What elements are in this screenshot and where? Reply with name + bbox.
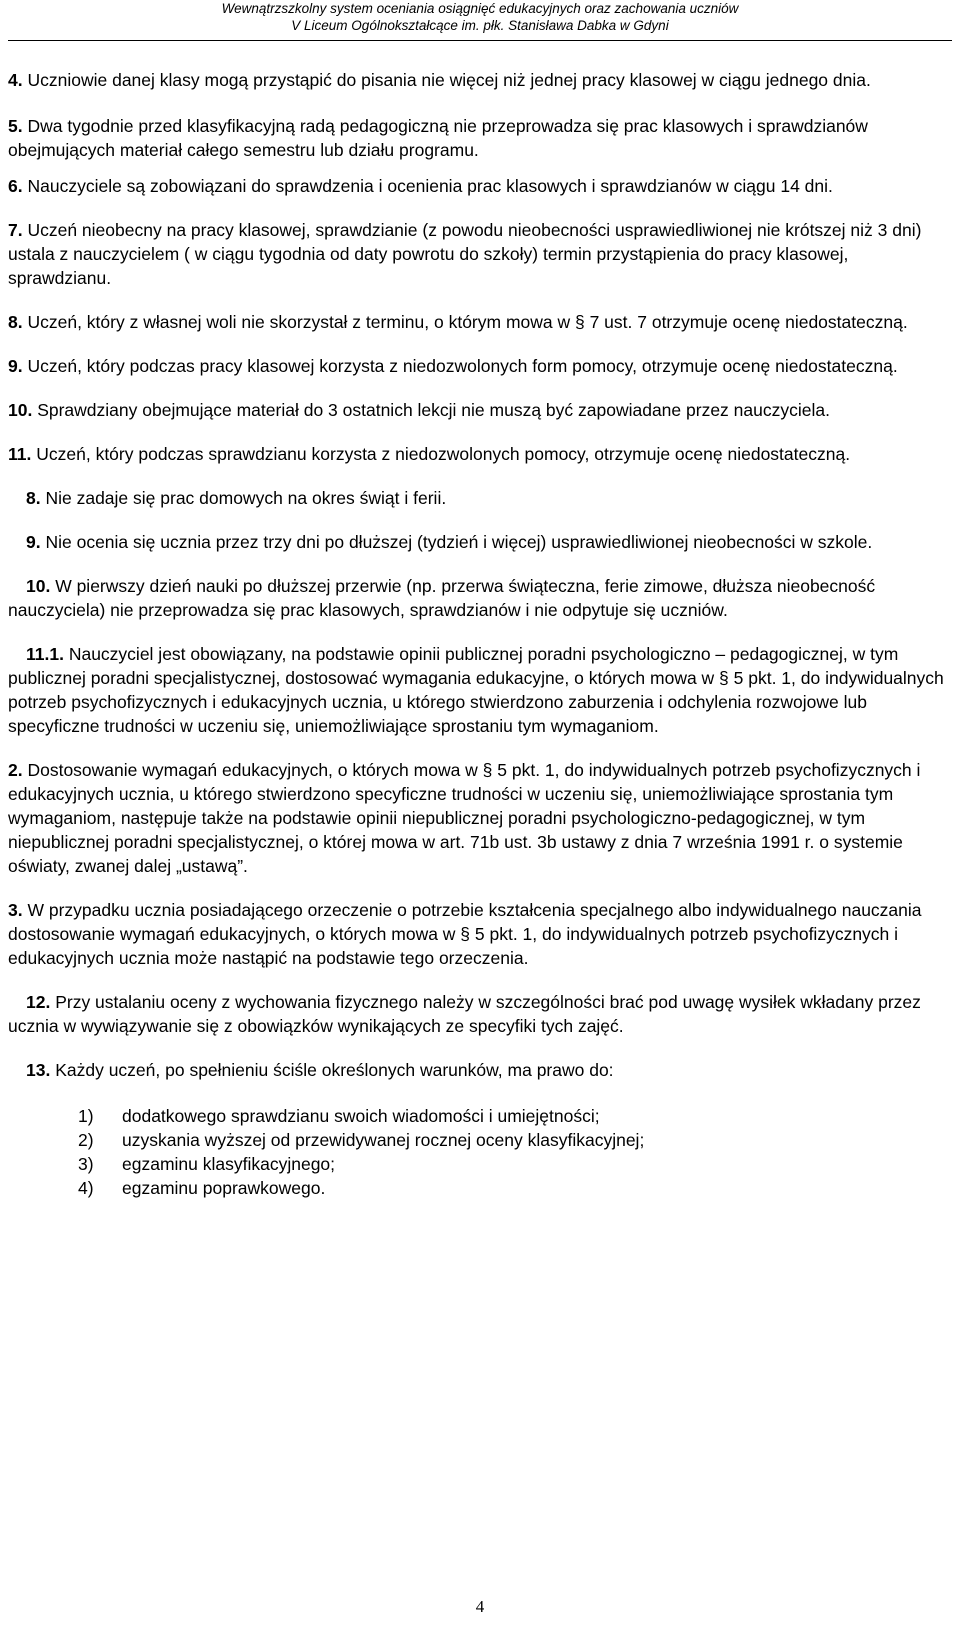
paragraph-6: 6. Nauczyciele są zobowiązani do sprawdzenia i ocenienia prac klasowych i sprawdzianów w ciągu 14 dni. (8, 176, 833, 196)
list-item: 3) egzaminu klasyfikacyjnego; (78, 1154, 336, 1174)
page-header (0, 0, 960, 34)
paragraph-12: 12. Przy ustalaniu oceny z wychowania fizycznego należy w szczególności brać pod uwagę wysiłek wkładany przez ucznia w wywiązywanie się z obowiązków wynikających ze specyfiki tych zajęć. (8, 992, 921, 1036)
paragraph-5: 5. Dwa tygodnie przed klasyfikacyjną radą pedagogiczną nie przeprowadza się prac klasowych i sprawdzianów obejmujących materiał całego semestru lub działu programu. (8, 116, 868, 160)
rights-list (8, 1104, 952, 1200)
paragraph-9: 9. Uczeń, który podczas pracy klasowej korzysta z niedozwolonych form pomocy, otrzymuje ocenę niedostateczną. (8, 356, 898, 376)
paragraph-7: 7. Uczeń nieobecny na pracy klasowej, sprawdzianie (z powodu nieobecności usprawiedliwionej nie krótszej niż 3 dni) ustala z nauczycielem ( w ciągu tygodnia od daty powrotu do szkoły) termin przystąpienia do pracy klasowej, sprawdzianu. (8, 220, 922, 288)
header-rule (8, 40, 952, 41)
paragraph-10: 10. Sprawdziany obejmujące materiał do 3 ostatnich lekcji nie muszą być zapowiadane przez nauczyciela. (8, 400, 830, 420)
paragraph-10b: 10. W pierwszy dzień nauki po dłuższej przerwie (np. przerwa świąteczna, ferie zimowe, dłuższa nieobecność nauczyciela) nie przeprowadza się prac klasowych, sprawdzianów i nie odpytuje się uczniów. (8, 576, 876, 620)
paragraph-13: 13. Każdy uczeń, po spełnieniu ściśle określonych warunków, ma prawo do: (26, 1060, 614, 1080)
page-number: 4 (475, 1597, 485, 1616)
paragraph-8b: 8. Nie zadaje się prac domowych na okres świąt i ferii. (26, 488, 447, 508)
header-line-2: V Liceum Ogólnokształcące im. płk. Stanisława Dabka w Gdyni (291, 18, 669, 33)
paragraph-8: 8. Uczeń, który z własnej woli nie skorzystał z terminu, o którym mowa w § 7 ust. 7 otrzymuje ocenę niedostateczną. (8, 312, 908, 332)
list-item: 2) uzyskania wyższej od przewidywanej rocznej oceny klasyfikacyjnej; (78, 1130, 645, 1150)
header-line-1: Wewnątrzszkolny system oceniania osiągnięć edukacyjnych oraz zachowania uczniów (221, 1, 739, 16)
paragraph-11: 11. Uczeń, który podczas sprawdzianu korzysta z niedozwolonych pomocy, otrzymuje ocenę niedostateczną. (8, 444, 851, 464)
list-item: 1) dodatkowego sprawdzianu swoich wiadomości i umiejętności; (78, 1106, 600, 1126)
paragraph-3: 3. W przypadku ucznia posiadającego orzeczenie o potrzebie kształcenia specjalnego albo indywidualnego nauczania dostosowanie wymagań edukacyjnych, o których mowa w § 5 pkt. 1, do indywidualnych potrzeb psychofizycznych i edukacyjnych ucznia może nastąpić na podstawie tego orzeczenia. (8, 900, 922, 968)
paragraph-11-1: 11.1. Nauczyciel jest obowiązany, na podstawie opinii publicznej poradni psychologiczno – pedagogicznej, w tym publicznej poradni specjalistycznej, dostosować wymagania edukacyjne, o których mowa w § 5 pkt. 1, do indywidualnych potrzeb psychofizycznych i edukacyjnych ucznia, u którego stwierdzono zaburzenia i odchylenia rozwojowe lub specyficzne trudności w uczeniu się, uniemożliwiające sprostaniu tym wymaganiom. (8, 644, 944, 736)
paragraph-9b: 9. Nie ocenia się ucznia przez trzy dni po dłuższej (tydzień i więcej) usprawiedliwionej nieobecności w szkole. (26, 532, 873, 552)
list-item: 4) egzaminu poprawkowego. (78, 1178, 326, 1198)
paragraph-4: 4. Uczniowie danej klasy mogą przystąpić do pisania nie więcej niż jednej pracy klasowej w ciągu jednego dnia. (8, 70, 871, 90)
paragraph-2: 2. Dostosowanie wymagań edukacyjnych, o których mowa w § 5 pkt. 1, do indywidualnych potrzeb psychofizycznych i edukacyjnych ucznia, u którego stwierdzono specyficzne trudności w uczeniu się, uniemożliwiające sprostania tym wymaganiom, następuje także na podstawie opinii niepublicznej poradni psychologiczno-pedagogicznej, w tym niepublicznej poradni specjalistycznej, o której mowa w art. 71b ust. 3b ustawy z dnia 7 września 1991 r. o systemie oświaty, zwanej dalej „ustawą”. (8, 760, 921, 876)
document-body (8, 68, 952, 1200)
